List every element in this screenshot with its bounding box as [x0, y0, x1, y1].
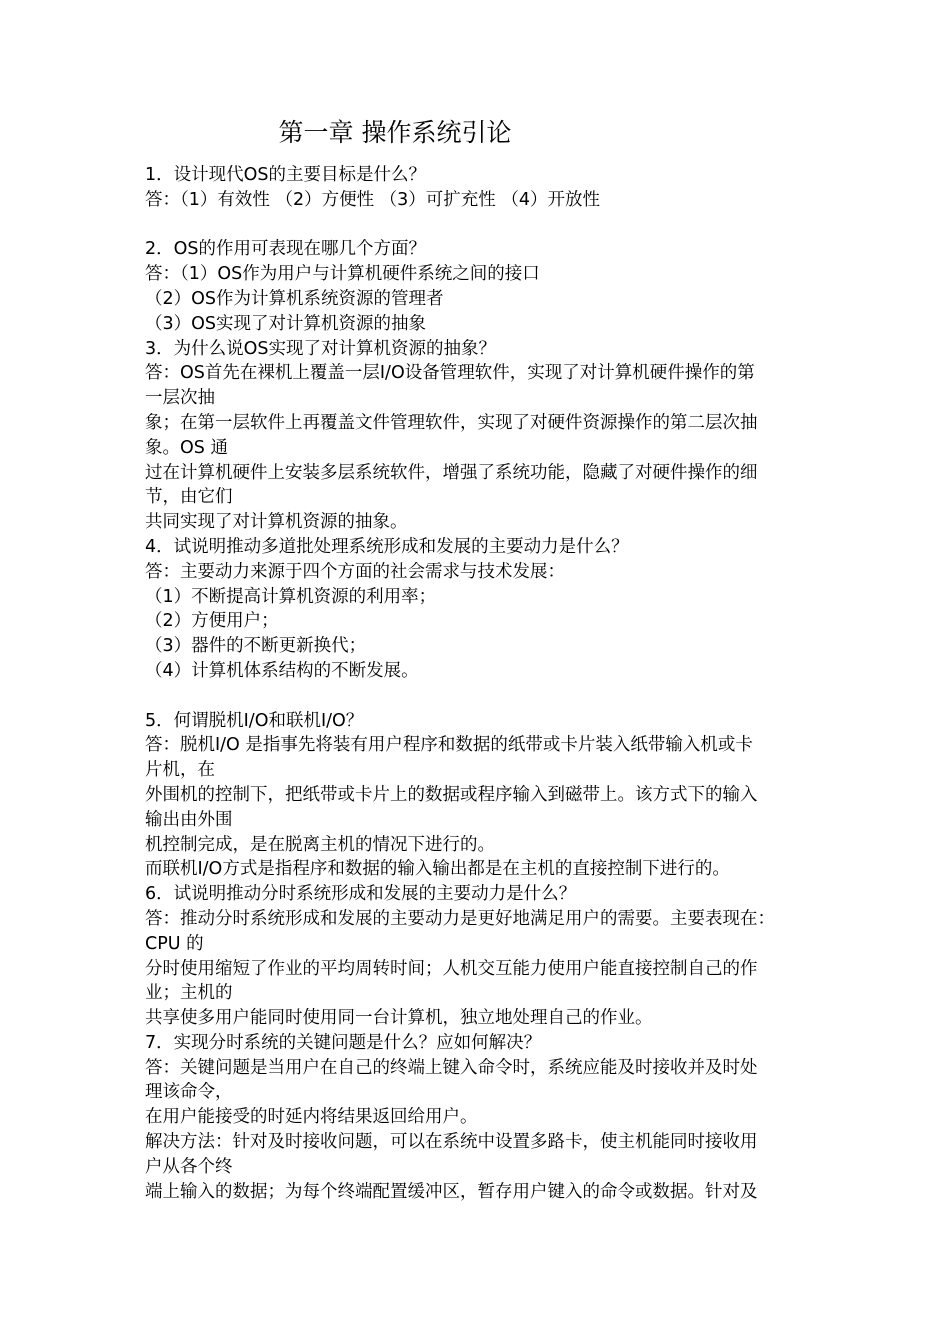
text-line: （4）计算机体系结构的不断发展。: [145, 660, 419, 681]
chapter-title: 第一章 操作系统引论: [278, 118, 512, 147]
text-line: 解决方法：针对及时接收问题，可以在系统中设置多路卡，使主机能同时接收用: [145, 1132, 758, 1153]
text-line: 节，由它们: [145, 487, 233, 508]
text-line: 过在计算机硬件上安装多层系统软件，增强了系统功能，隐藏了对硬件操作的细: [145, 462, 758, 483]
text-line: （2）方便用户；: [145, 611, 279, 632]
text-line: 机控制完成，是在脱离主机的情况下进行的。: [145, 834, 495, 855]
text-line: 2．OS的作用可表现在哪几个方面？: [145, 239, 427, 260]
text-line: 答：推动分时系统形成和发展的主要动力是更好地满足用户的需要。主要表现在：: [145, 908, 775, 929]
text-line: 一层次抽: [145, 388, 215, 409]
text-line: 6．试说明推动分时系统形成和发展的主要动力是什么？: [145, 884, 577, 905]
text-line: （3）OS实现了对计算机资源的抽象: [145, 313, 427, 334]
text-line: 象。OS 通: [145, 437, 228, 458]
blank-line: [145, 213, 825, 238]
text-line: （3）器件的不断更新换代；: [145, 636, 367, 657]
document-body: [145, 163, 825, 1204]
text-line: 输出由外围: [145, 809, 233, 830]
text-line: 1．设计现代OS的主要目标是什么？: [145, 165, 427, 185]
text-line: 共同实现了对计算机资源的抽象。: [145, 512, 408, 533]
text-line: 户从各个终: [145, 1156, 233, 1177]
text-line: 分时使用缩短了作业的平均周转时间；人机交互能力使用户能直接控制自己的作: [145, 958, 758, 979]
text-line: （2）OS作为计算机系统资源的管理者: [145, 288, 444, 309]
text-line: 业；主机的: [145, 983, 233, 1004]
text-line: 答：OS首先在裸机上覆盖一层I/O设备管理软件，实现了对计算机硬件操作的第: [145, 363, 755, 384]
text-line: 外围机的控制下，把纸带或卡片上的数据或程序输入到磁带上。该方式下的输入: [145, 784, 758, 805]
text-line: （1）不断提高计算机资源的利用率；: [145, 586, 437, 607]
text-line: 端上输入的数据；为每个终端配置缓冲区，暂存用户键入的命令或数据。针对及: [145, 1181, 758, 1202]
blank-line: [145, 684, 825, 709]
text-line: 3．为什么说OS实现了对计算机资源的抽象？: [145, 338, 497, 359]
text-line: 理该命令，: [145, 1082, 233, 1103]
text-line: 5．何谓脱机I/O和联机I/O？: [145, 710, 364, 731]
text-line: 7．实现分时系统的关键问题是什么？应如何解决？: [145, 1032, 542, 1053]
text-line: 答：脱机I/O 是指事先将装有用户程序和数据的纸带或卡片装入纸带输入机或卡: [145, 735, 753, 756]
text-line: 答：主要动力来源于四个方面的社会需求与技术发展：: [145, 561, 565, 582]
text-line: 答：（1）有效性 （2）方便性 （3）可扩充性 （4）开放性: [145, 189, 600, 210]
text-line: CPU 的: [145, 933, 204, 954]
text-line: 答：（1）OS作为用户与计算机硬件系统之间的接口: [145, 264, 540, 285]
text-line: 在用户能接受的时延内将结果返回给用户。: [145, 1107, 478, 1128]
text-line: 答：关键问题是当用户在自己的终端上键入命令时，系统应能及时接收并及时处: [145, 1057, 758, 1078]
text-line: 而联机I/O方式是指程序和数据的输入输出都是在主机的直接控制下进行的。: [145, 859, 730, 880]
text-line: 片机，在: [145, 760, 215, 781]
text-line: 共享使多用户能同时使用同一台计算机，独立地处理自己的作业。: [145, 1008, 653, 1029]
text-line: 象；在第一层软件上再覆盖文件管理软件，实现了对硬件资源操作的第二层次抽: [145, 412, 758, 433]
text-line: 4．试说明推动多道批处理系统形成和发展的主要动力是什么？: [145, 536, 629, 557]
